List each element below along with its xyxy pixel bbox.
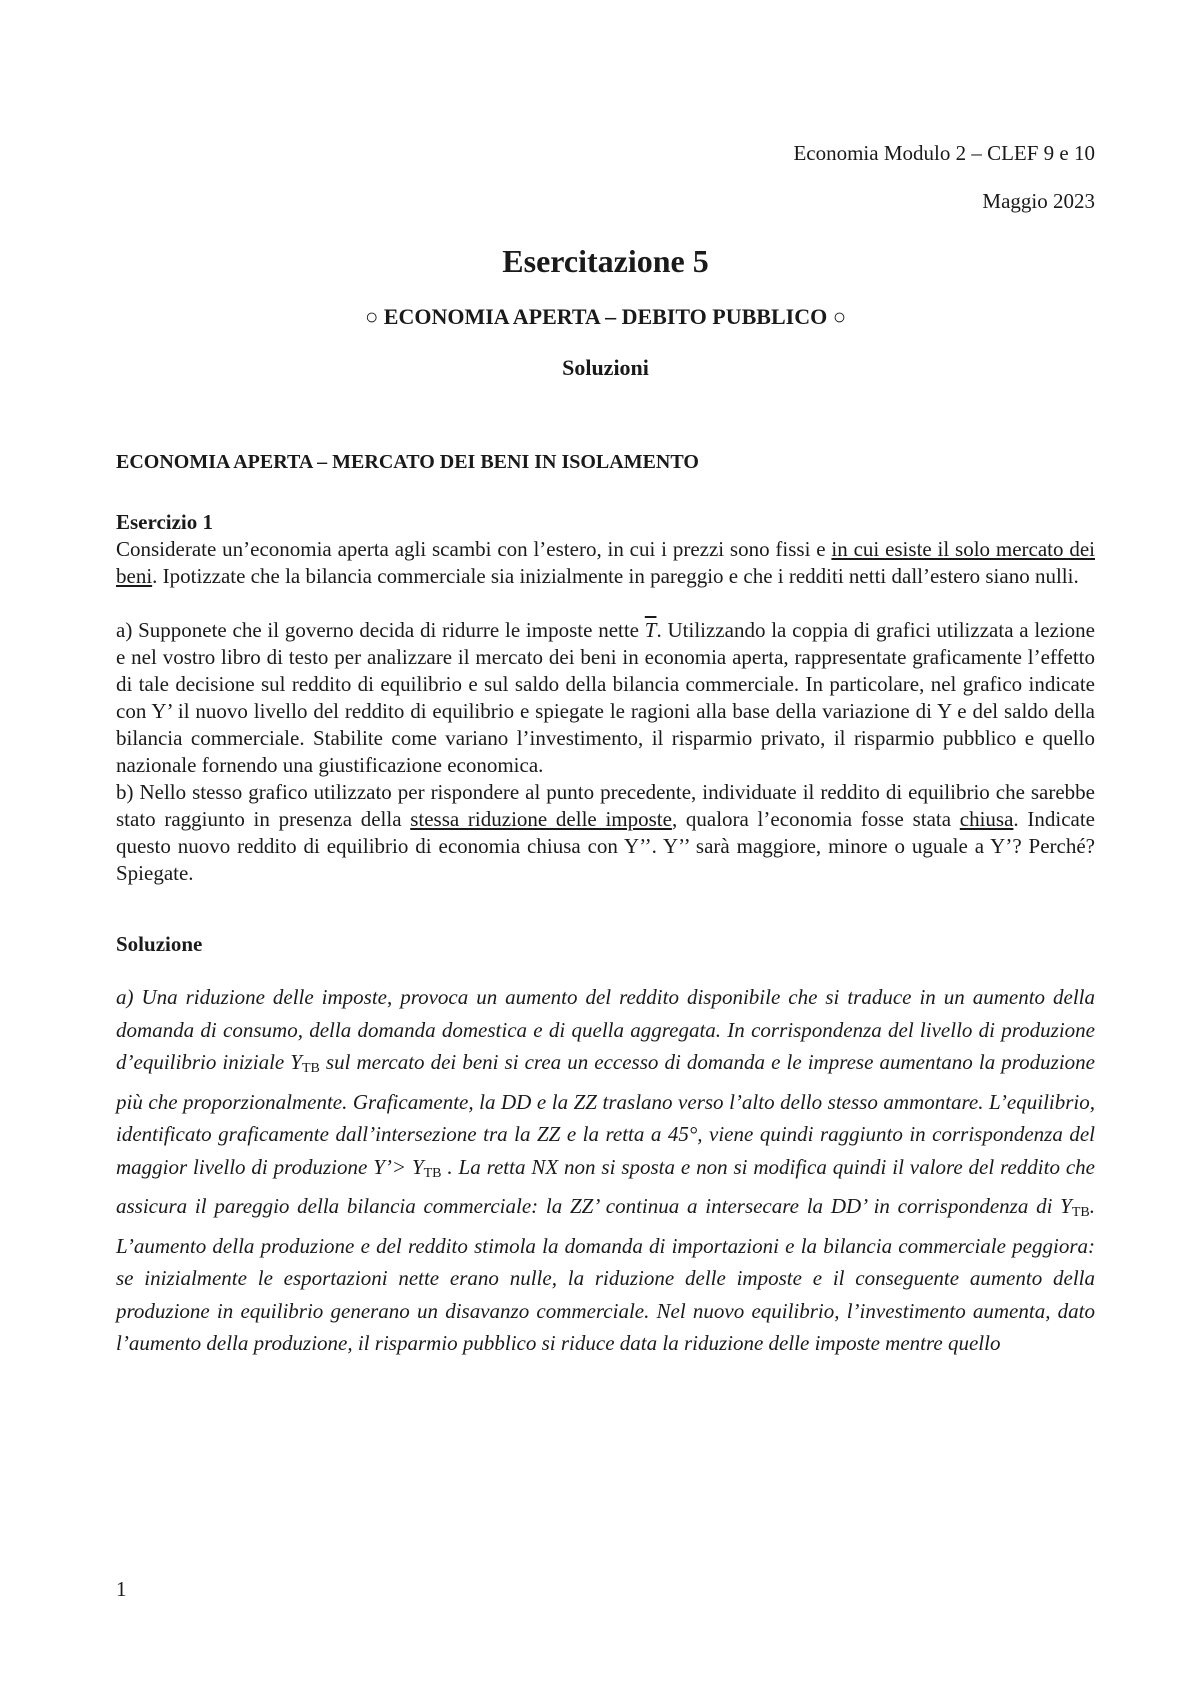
intro-underlined: in cui esiste il solo mercato dei beni <box>116 537 1095 588</box>
question-b-text-1: b) Nello stesso grafico utilizzato per rispondere al punto precedente, individuate il reddito di equilibrio che sarebbe stato raggiunto in presenza della <box>116 780 1095 831</box>
solution-text-1: a) Una riduzione delle imposte, provoca un aumento del reddito disponibile che si traduce in un aumento della domanda di consumo, della domanda domestica e di quella aggregata. In corrispondenza del livello di produzione d’equilibrio iniziale Y <box>116 985 1095 1074</box>
solution-text-2: sul mercato dei beni si crea un eccesso di domanda e le imprese aumentano la produzione più che proporzionalmente. Graficamente, la DD e la ZZ traslano verso l’alto dello stesso ammontare. L’equilibrio, identificato graficamente dall’intersezione tra la ZZ e la retta a 45°, viene quindi raggiunto in corrispondenza del maggior livello di produzione Y’> Y <box>116 1050 1095 1179</box>
question-a-text-1: a) Supponete che il governo decida di ridurre le imposte nette <box>116 618 645 642</box>
solution-text-4: . L’aumento della produzione e del reddito stimola la domanda di importazioni e la bilancia commerciale peggiora: se inizialmente le esportazioni nette erano nulle, la riduzione delle imposte e il conseguente aumento della produzione in equilibrio generano un disavanzo commerciale. Nel nuovo equilibrio, l’investimento aumenta, dato l’aumento della produzione, il risparmio pubblico si riduce data la riduzione delle imposte mentre quello <box>116 1194 1095 1355</box>
solutions-label: Soluzioni <box>562 355 649 380</box>
question-b-underlined-2: chiusa <box>959 807 1014 831</box>
exercise-title: Esercizio 1 <box>116 510 214 534</box>
subscript-tb: TB <box>1071 1205 1090 1220</box>
date-header: Maggio 2023 <box>982 189 1095 213</box>
page-number: 1 <box>116 1577 127 1601</box>
solution-title: Soluzione <box>116 932 203 956</box>
page-title: Esercitazione 5 <box>502 243 709 279</box>
solution-text-3: . La retta NX non si sposta e non si modifica quindi il valore del reddito che assicura il pareggio della bilancia commerciale: la ZZ’ continua a intersecare la DD’ in corrispondenza di Y <box>116 1154 1095 1218</box>
question-b <box>116 779 1095 887</box>
section-title: ECONOMIA APERTA – MERCATO DEI BENI IN ISOLAMENTO <box>116 451 699 473</box>
intro-text-1: Considerate un’economia aperta agli scambi con l’estero, in cui i prezzi sono fissi e <box>116 537 832 561</box>
taxes-symbol: $\overline{T}$ <box>644 618 657 642</box>
page-subtitle: ○ ECONOMIA APERTA – DEBITO PUBBLICO ○ <box>365 304 846 329</box>
question-b-text-2: , qualora l’economia fosse stata <box>671 807 960 831</box>
intro-text-2: . Ipotizzate che la bilancia commerciale sia inizialmente in pareggio e che i redditi netti dall’estero siano nulli. <box>152 564 1079 588</box>
page-content <box>116 140 1095 1360</box>
subscript-tb: TB <box>423 1165 442 1181</box>
solution-text <box>116 981 1095 1360</box>
question-b-text-3: . Indicate questo nuovo reddito di equilibrio di economia chiusa con Y’’. Y’’ sarà maggiore, minore o uguale a Y’? Perché? Spiegate. <box>116 807 1095 885</box>
question-a-text-2: . Utilizzando la coppia di grafici utilizzata a lezione e nel vostro libro di testo per analizzare il mercato dei beni in economia aperta, rappresentate graficamente l’effetto di tale decisione sul reddito di equilibrio e sul saldo della bilancia commerciale. In particolare, nel grafico indicate con Y’ il nuovo livello del reddito di equilibrio e spiegate le ragioni alla base della variazione di Y e del saldo della bilancia commerciale. Stabilite come variano l’investimento, il risparmio privato, il risparmio pubblico e quello nazionale fornendo una giustificazione economica. <box>116 618 1095 777</box>
question-b-underlined-1: stessa riduzione delle imposte <box>410 807 672 831</box>
course-header: Economia Modulo 2 – CLEF 9 e 10 <box>793 141 1095 165</box>
exercise-intro <box>116 536 1095 590</box>
subscript-tb: TB <box>301 1061 320 1076</box>
question-a <box>116 617 1095 779</box>
